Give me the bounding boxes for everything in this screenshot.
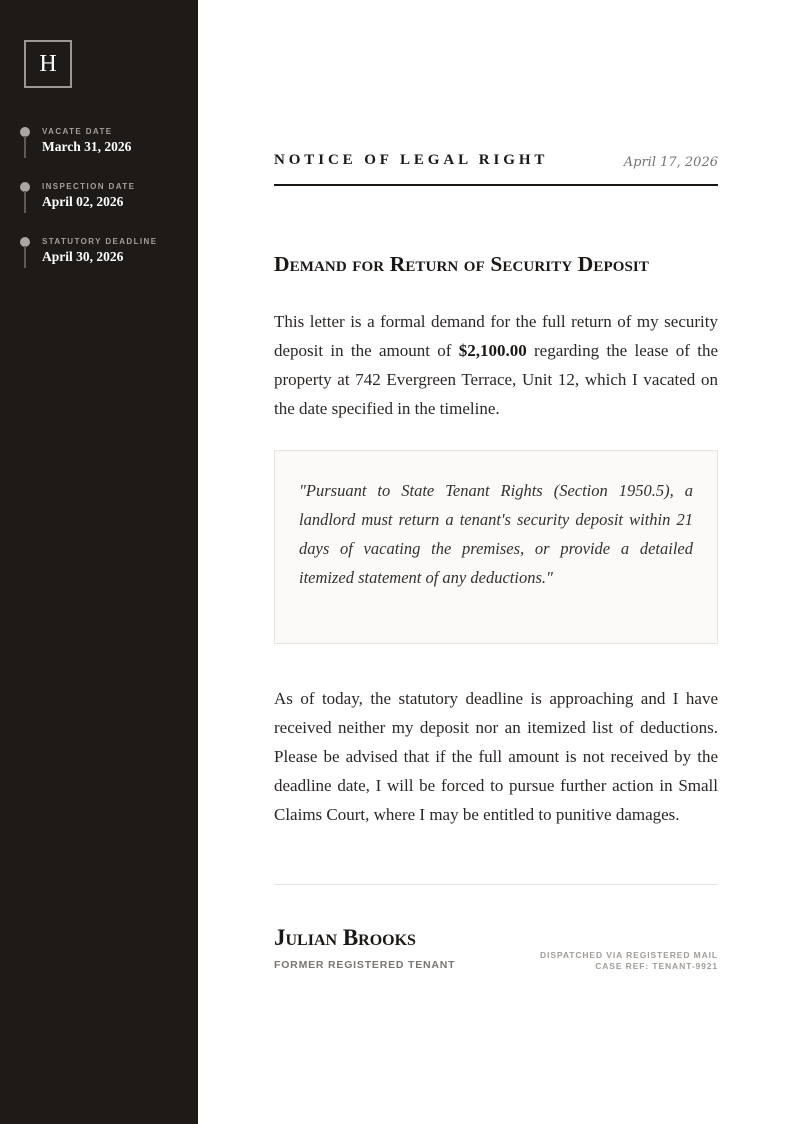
case-reference: CASE REF: TENANT-9921 — [595, 961, 718, 971]
legal-quote-text: "Pursuant to State Tenant Rights (Section 1950.5), a landlord must return a tenant's security deposit within 21 days of vacating the premises, or provide a detailed itemized statement of any deductions." — [299, 481, 693, 587]
intro-paragraph — [274, 307, 718, 423]
timeline-value: April 30, 2026 — [42, 249, 124, 264]
notice-title: NOTICE OF LEGAL RIGHT — [274, 152, 549, 168]
intro-text-after: regarding the lease of the property at 742 Evergreen Terrace, Unit 12, which I vacated on the date specified in the timeline. — [274, 341, 718, 418]
timeline-value: April 02, 2026 — [42, 194, 124, 209]
letter-date: April 17, 2026 — [623, 155, 718, 170]
timeline-connector — [24, 191, 26, 213]
timeline-value: March 31, 2026 — [42, 139, 132, 154]
timeline-label: VACATE DATE — [42, 127, 113, 136]
logo-monogram — [24, 40, 72, 88]
logo-letter: H — [39, 50, 57, 77]
dispatch-info — [540, 950, 718, 972]
timeline-item-inspection-date — [20, 181, 157, 236]
dispatch-method: DISPATCHED VIA REGISTERED MAIL — [540, 950, 718, 960]
document-title: Demand for Return of Security Deposit — [274, 252, 649, 276]
signer-name: Julian Brooks — [274, 925, 416, 950]
timeline-label: STATUTORY DEADLINE — [42, 237, 158, 246]
signature-divider — [274, 884, 718, 885]
legal-quote-box — [274, 450, 718, 644]
timeline-label: INSPECTION DATE — [42, 182, 136, 191]
timeline-connector — [24, 246, 26, 268]
timeline-connector — [24, 136, 26, 158]
timeline-item-vacate-date — [20, 126, 157, 181]
deposit-amount: $2,100.00 — [458, 341, 527, 360]
sidebar — [0, 0, 198, 1124]
letter-header — [274, 150, 718, 186]
timeline-item-statutory-deadline — [20, 236, 157, 291]
timeline — [20, 126, 157, 291]
warning-paragraph: As of today, the statutory deadline is approaching and I have received neither my deposit nor an itemized list of deductions. Please be advised that if the full amount is not received by the deadline date, I will be forced to pursue further action in Small Claims Court, where I may be entitled to punitive damages. — [274, 689, 718, 824]
signer-role: FORMER REGISTERED TENANT — [274, 959, 456, 971]
intro-text-before: This letter is a formal demand for the full return of my security deposit in the amount of — [274, 312, 718, 360]
